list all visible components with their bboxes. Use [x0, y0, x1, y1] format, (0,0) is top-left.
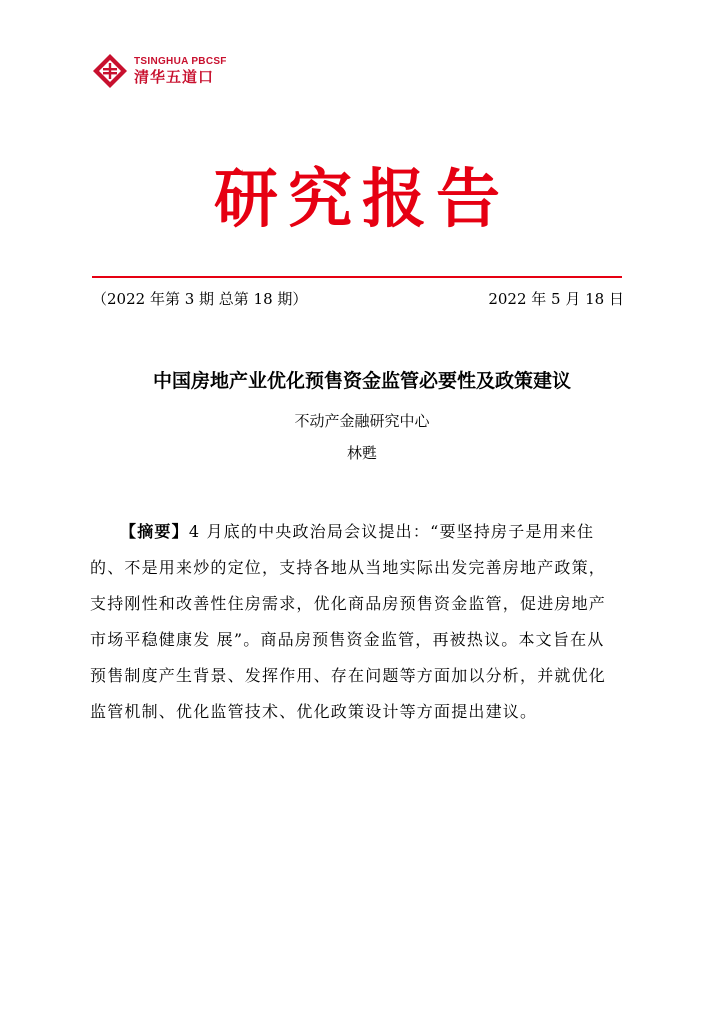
logo-chinese-name: 清华五道口 — [134, 68, 215, 86]
pbcsf-emblem-icon — [92, 53, 128, 89]
issue-line — [92, 288, 624, 310]
abstract-text: 4 月底的中央政治局会议提出：“要坚持房子是用来住 — [188, 522, 595, 541]
abstract-line: 预售制度产生背景、发挥作用、存在问题等方面加以分析，并就优化 — [90, 666, 607, 685]
report-title: 研究报告 — [214, 162, 510, 237]
abstract-line: 市场平稳健康发 展”。商品房预售资金监管，再被热议。本文旨在从 — [90, 630, 605, 649]
issue-date: 2022 年 5 月 18 日 — [488, 290, 624, 308]
abstract-line: 的、不是用来炒的定位，支持各地从当地实际出发完善房地产政策， — [90, 558, 607, 577]
title-divider — [92, 276, 622, 278]
abstract-label: 【摘要】 — [120, 522, 189, 541]
department-name: 不动产金融研究中心 — [294, 412, 430, 430]
abstract-paragraph — [90, 514, 638, 730]
logo-english-name: TSINGHUA PBCSF — [134, 56, 227, 67]
logo-text — [134, 57, 227, 85]
abstract-line: 监管机制、优化监管技术、优化政策设计等方面提出建议。 — [90, 702, 538, 721]
author-name: 林甦 — [346, 444, 377, 462]
article-title: 中国房地产业优化预售资金监管必要性及政策建议 — [152, 370, 571, 392]
abstract-line: 支持刚性和改善性住房需求，优化商品房预售资金监管，促进房地产 — [90, 594, 607, 613]
issue-number: （2022 年第 3 期 总第 18 期） — [92, 290, 308, 308]
abstract-line — [90, 514, 638, 550]
header-logo — [92, 52, 227, 90]
